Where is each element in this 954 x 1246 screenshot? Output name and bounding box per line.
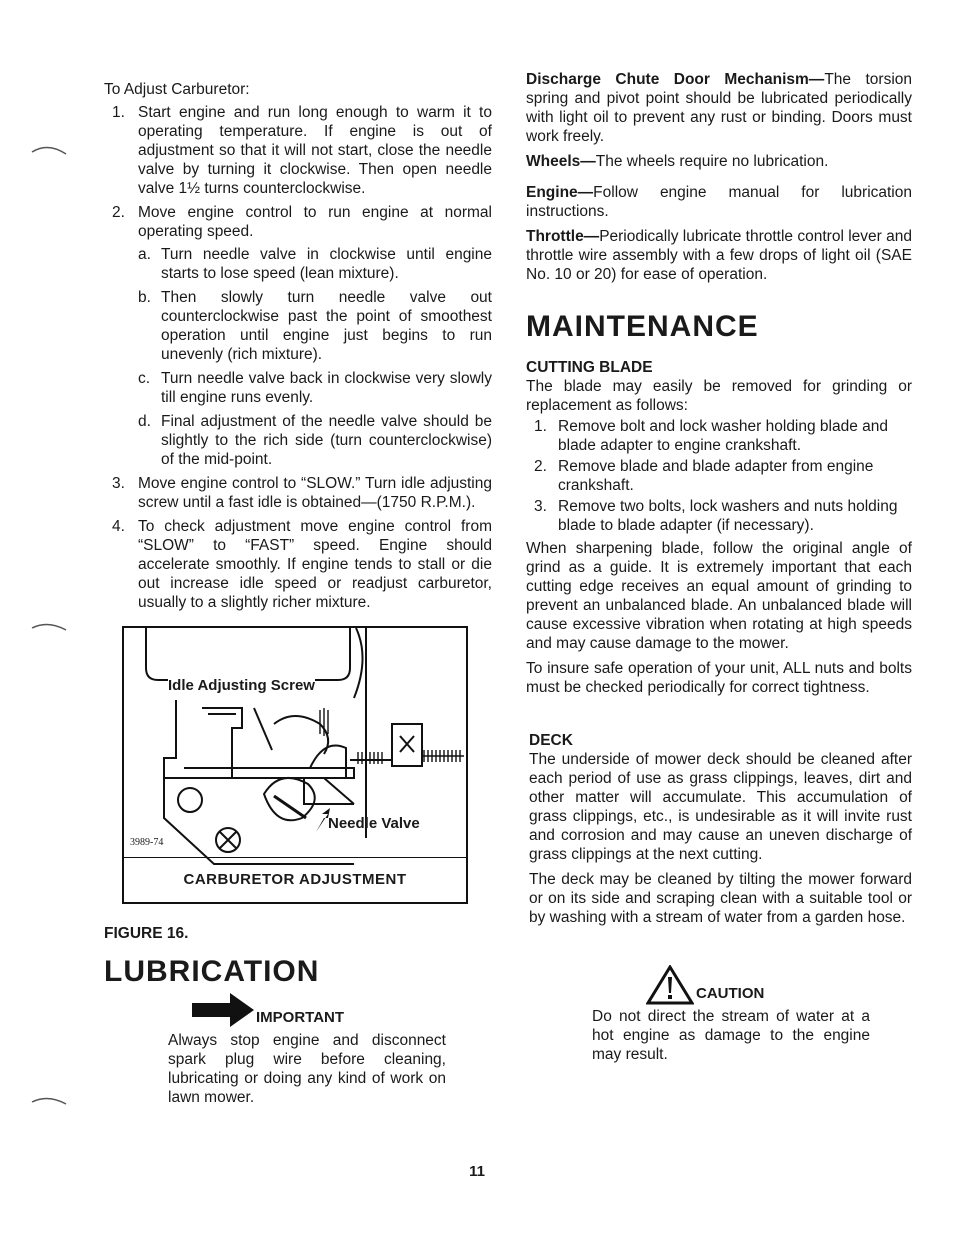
substep-letter: d. [138, 413, 151, 430]
substep-text: Final adjustment of the needle valve should be slightly to the rich side (turn counterclockwise) of the mid-point. [161, 413, 492, 468]
wheels-text: The wheels require no lubrication. [595, 153, 829, 170]
caution-text: Do not direct the stream of water at a hot engine as damage to the engine may result. [592, 1008, 870, 1063]
step-text: Start engine and run long enough to warm it to operating temperature. If engine is out of adjustment so that it will not start, close the needle valve by turning it clockwise. Then open needle valve 1½ turns counterclockwise. [138, 104, 492, 197]
step-number: 1. [112, 104, 125, 121]
step-number: 1. [534, 418, 547, 435]
list-item [104, 517, 492, 612]
deck-text-2: The deck may be cleaned by tilting the mower forward or on its side and scraping clean with a suitable tool or by washing with a stream of water from a garden hose. [529, 871, 912, 926]
drawing-id: 3989-74 [130, 837, 164, 848]
list-item [526, 497, 912, 535]
step-number: 3. [534, 498, 547, 515]
list-item [138, 369, 492, 407]
step-number: 2. [112, 204, 125, 221]
list-item [104, 103, 492, 198]
warning-icon [646, 965, 694, 1005]
page-number: 11 [469, 1163, 485, 1180]
step-text: Move engine control to “SLOW.” Turn idle adjusting screw until a fast idle is obtained—(1750 R.P.M.). [138, 475, 492, 511]
throttle-label: Throttle— [526, 228, 600, 245]
step-text: To check adjustment move engine control from “SLOW” to “FAST” speed. Engine should accelerate smoothly. If engine tends to stall or die out increase idle speed or readjust carburetor, usually to a slightly richer mixture. [138, 518, 492, 611]
substep-letter: a. [138, 246, 151, 263]
caution-label: CAUTION [696, 985, 765, 1002]
step-number: 2. [534, 458, 547, 475]
list-item [526, 417, 912, 455]
substep-letter: c. [138, 370, 151, 387]
carburetor-figure [122, 626, 468, 904]
wheels-label: Wheels— [526, 153, 596, 170]
engine-label: Engine— [526, 184, 594, 201]
step-text: Move engine control to run engine at normal operating speed. [138, 204, 492, 240]
deck-heading: DECK [529, 732, 573, 749]
engine-text: Follow engine manual for lubrication instructions. [526, 184, 912, 220]
list-item [526, 457, 912, 495]
safe-operation-text: To insure safe operation of your unit, ALL nuts and bolts must be checked periodically for correct tightness. [526, 660, 912, 696]
important-text: Always stop engine and disconnect spark plug wire before cleaning, lubricating or doing any kind of work on lawn mower. [168, 1032, 446, 1106]
discharge-text: The torsion spring and pivot point should be lubricated periodically with light oil to prevent any rust or binding. Doors must work freely. [526, 71, 912, 145]
maintenance-heading: MAINTENANCE [526, 310, 759, 343]
list-item [138, 245, 492, 283]
list-item [104, 474, 492, 512]
list-item [104, 203, 492, 469]
scan-mark [30, 616, 70, 636]
substep-letter: b. [138, 289, 151, 306]
caution-notice [646, 965, 912, 1005]
figure-number: FIGURE 16. [104, 925, 189, 942]
list-item [138, 288, 492, 364]
idle-screw-label: Idle Adjusting Screw [168, 677, 315, 694]
step-text: Remove bolt and lock washer holding blade and blade adapter to engine crankshaft. [558, 418, 889, 454]
scan-mark [30, 1090, 70, 1110]
step-text: Remove two bolts, lock washers and nuts holding blade to blade adapter (if necessary). [558, 498, 898, 534]
figure-caption: CARBURETOR ADJUSTMENT [124, 857, 466, 902]
lubrication-heading: LUBRICATION [104, 955, 320, 988]
throttle-paragraph [526, 227, 912, 284]
discharge-paragraph [526, 70, 912, 146]
carburetor-steps [104, 103, 492, 612]
carburetor-intro: To Adjust Carburetor: [104, 81, 250, 98]
deck-text-1: The underside of mower deck should be cleaned after each period of use as grass clippings, leaves, dirt and other matter will accumulate. This accumulation of grass clippings, etc., is undesirable as it will invite rust and corrosion and may cause an uneven discharge of grass clippings at the next cutting. [529, 751, 912, 863]
substep-text: Then slowly turn needle valve out counterclockwise past the point of smoothest operation until engine just begins to run unevenly (rich mixture). [161, 289, 492, 363]
blade-intro: The blade may easily be removed for grinding or replacement as follows: [526, 378, 912, 414]
substep-text: Turn needle valve back in clockwise very slowly till engine runs evenly. [161, 370, 492, 406]
important-notice [192, 993, 492, 1027]
important-label: IMPORTANT [256, 1009, 345, 1026]
engine-paragraph [526, 183, 912, 221]
substeps [138, 245, 492, 469]
arrow-icon [192, 993, 254, 1027]
step-text: Remove blade and blade adapter from engine crankshaft. [558, 458, 874, 494]
right-column [526, 70, 912, 1064]
wheels-paragraph [526, 152, 912, 171]
step-number: 3. [112, 475, 125, 492]
list-item [138, 412, 492, 469]
scan-mark [30, 140, 70, 160]
left-column [104, 80, 492, 1107]
throttle-text: Periodically lubricate throttle control lever and throttle wire assembly with a few drops of light oil (SAE No. 10 or 20) for ease of operation. [526, 228, 912, 283]
needle-valve-label: Needle Valve [328, 815, 420, 832]
cutting-blade-heading: CUTTING BLADE [526, 359, 653, 376]
blade-steps [526, 417, 912, 535]
discharge-label: Discharge Chute Door Mechanism— [526, 71, 825, 88]
step-number: 4. [112, 518, 125, 535]
substep-text: Turn needle valve in clockwise until engine starts to lose speed (lean mixture). [161, 246, 492, 282]
sharpening-text: When sharpening blade, follow the original angle of grind as a guide. It is extremely important that each cutting edge receives an equal amount of grinding to prevent an unbalanced blade. An unbalanced blade will cause excessive vibration when rotating at high speeds and may cause damage to the mower. [526, 540, 912, 652]
